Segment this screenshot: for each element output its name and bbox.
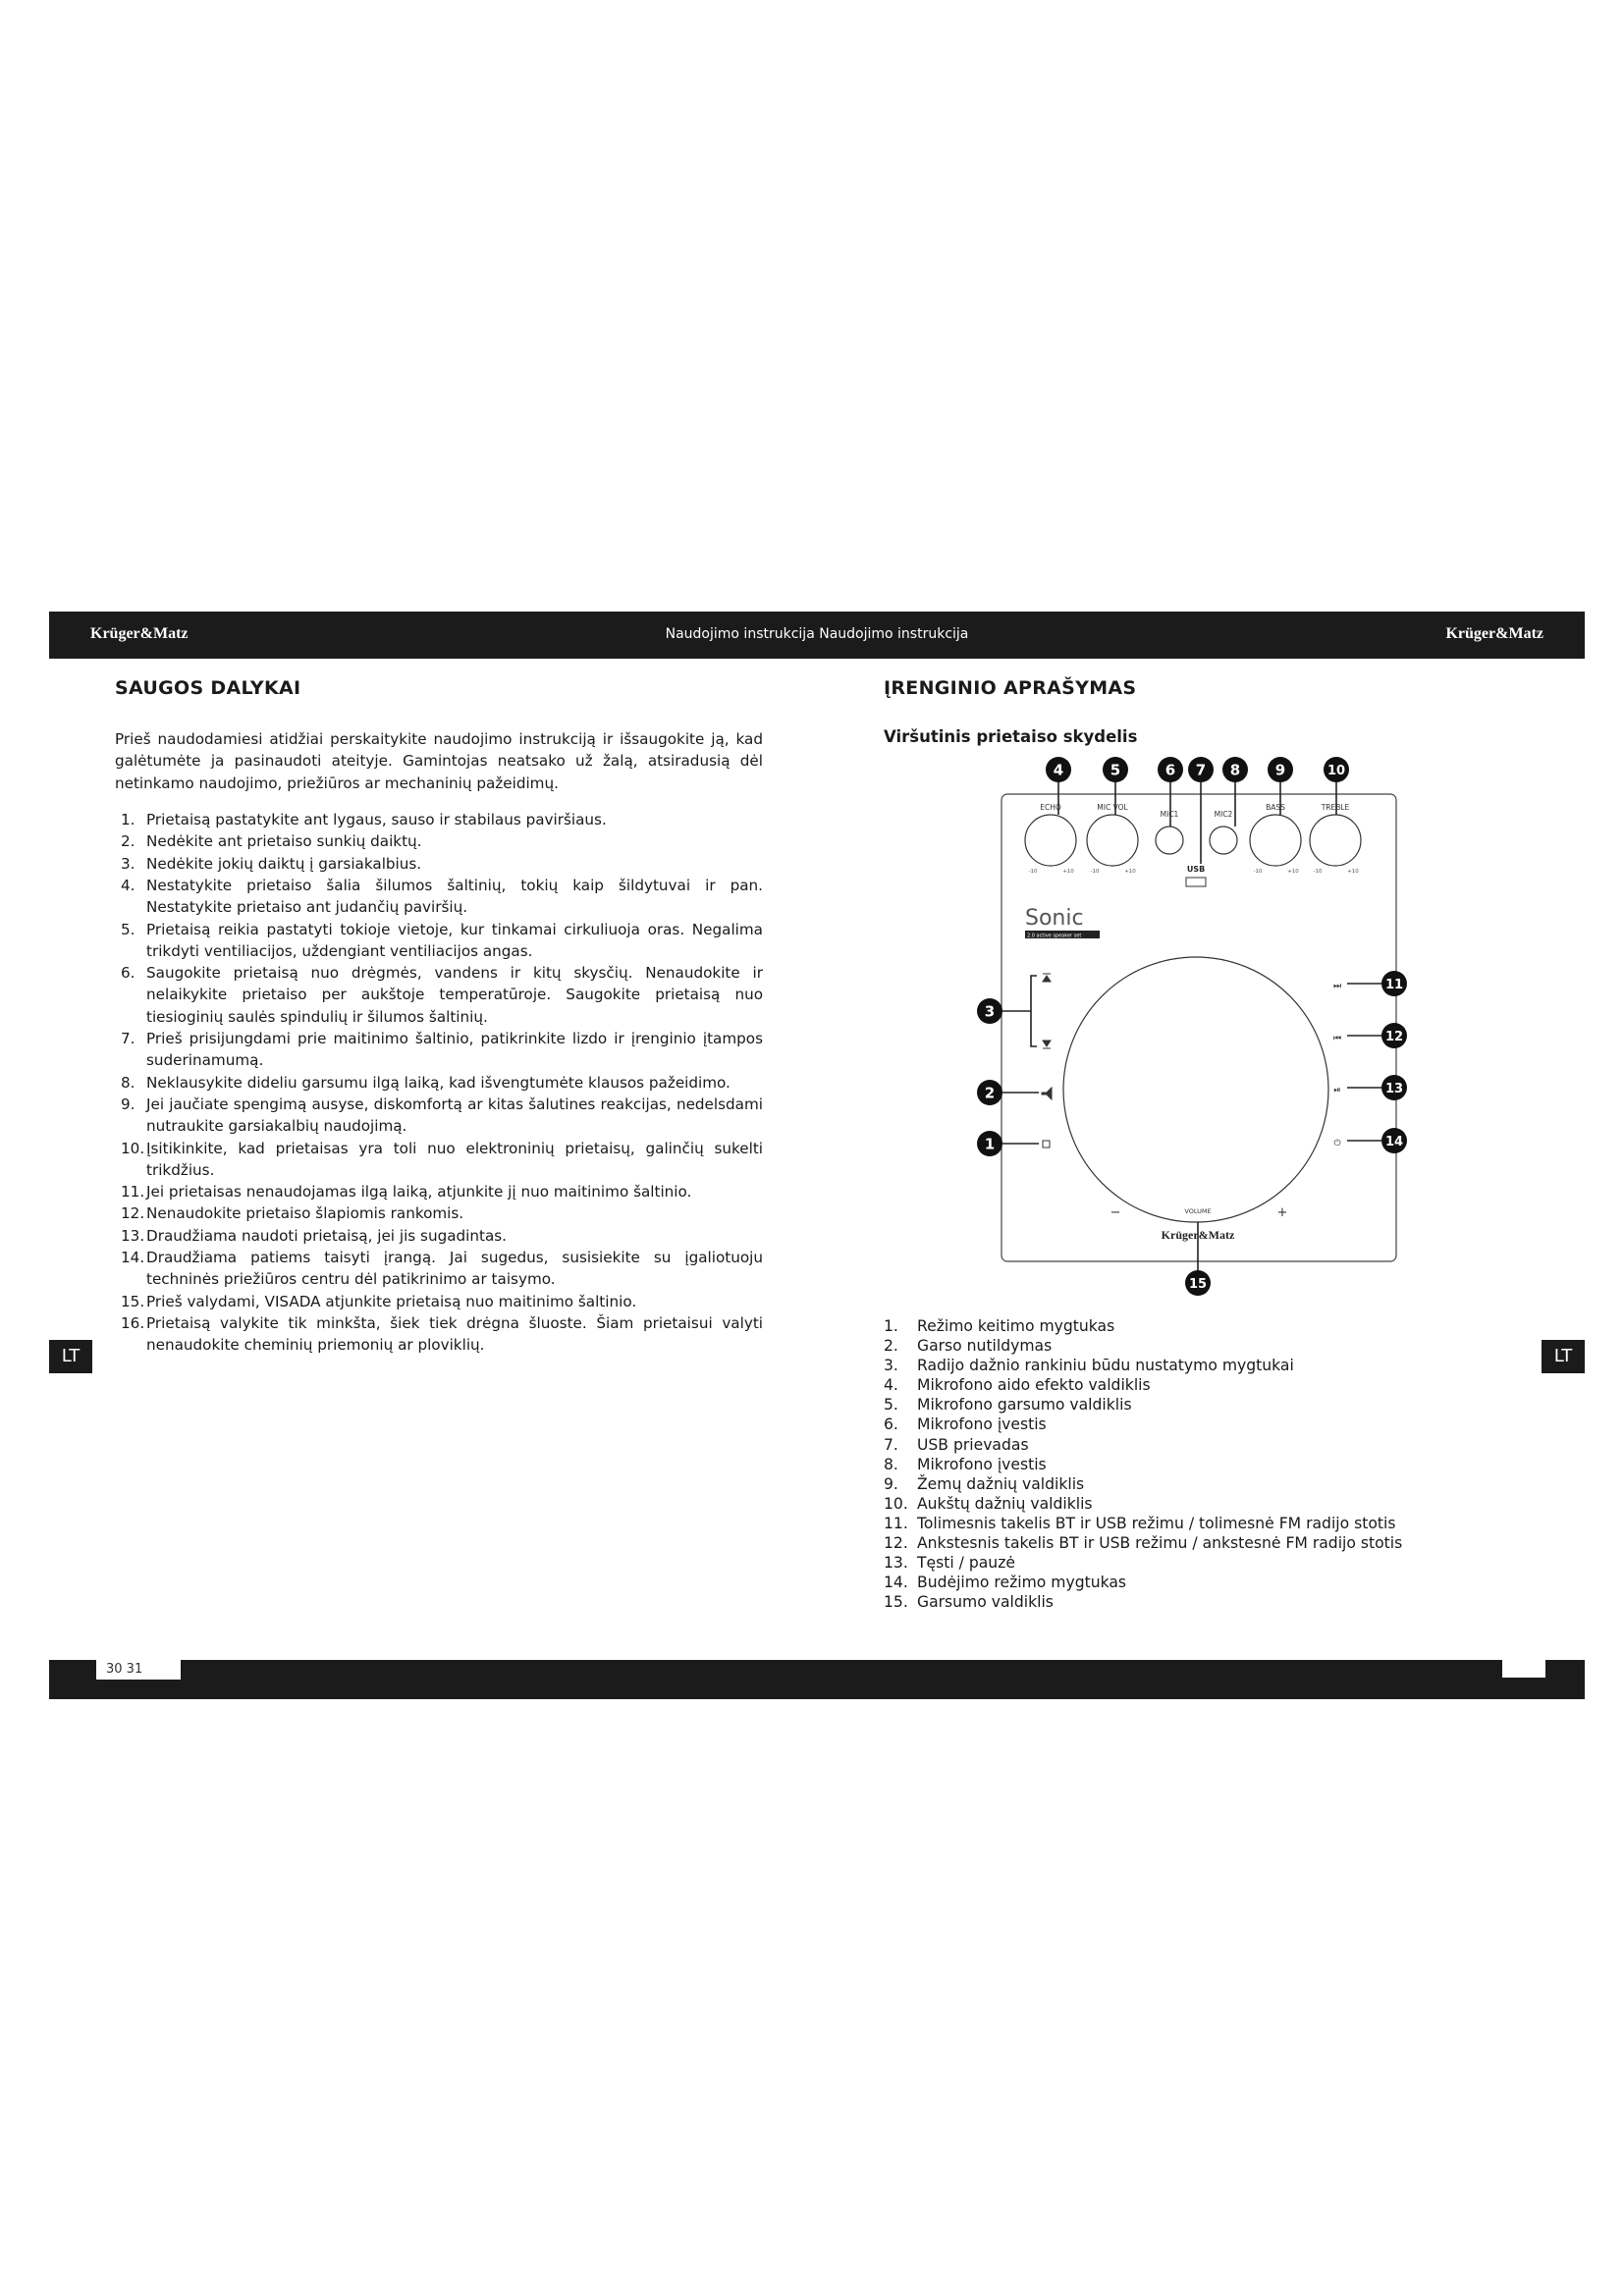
list-item-number: 4. [884, 1376, 898, 1395]
list-item-number: 10. [121, 1139, 145, 1157]
list-item-text: Tolimesnis takelis BT ir USB režimu / tolimesnė FM radijo stotis [917, 1514, 1396, 1532]
language-tab-right: LT [1542, 1340, 1585, 1373]
list-item [884, 1336, 1492, 1356]
callout-9: 9 [1274, 761, 1286, 779]
list-item-text: Prietaisą reikia pastatyti tokioje vietoje, kur tinkamai cirkuliuoja oras. Negalima trikdyti ventiliacijos, uždengiant ventiliacijos angas. [146, 920, 763, 960]
usb-port [1186, 878, 1206, 886]
header-bar [49, 612, 1585, 659]
callout-7: 7 [1195, 761, 1207, 779]
callout-4: 4 [1053, 761, 1064, 779]
list-item-number: 10. [884, 1494, 908, 1513]
list-item [884, 1375, 1492, 1395]
device-subheading: Viršutinis prietaiso skydelis [884, 727, 1138, 746]
list-item-text: Mikrofono aido efekto valdiklis [917, 1376, 1151, 1395]
list-item [115, 1028, 763, 1072]
mic2-jack [1210, 827, 1237, 854]
list-item-number: 3. [121, 854, 135, 873]
top-panel-diagram [943, 750, 1434, 1300]
list-item-number: 6. [121, 964, 135, 983]
list-item-text: Budėjimo režimo mygtukas [917, 1574, 1127, 1592]
mic2-label: MIC2 [1214, 810, 1233, 819]
list-item [115, 919, 763, 963]
safety-list [115, 809, 763, 1356]
list-item-text: Jei prietaisas nenaudojamas ilgą laiką, atjunkite jį nuo maitinimo šaltinio. [146, 1183, 692, 1201]
brand-logo-left: Krüger&Matz [90, 625, 189, 642]
list-item-text: Draudžiama naudoti prietaisą, jei jis sugadintas. [146, 1226, 507, 1245]
list-item-text: Radijo dažnio rankiniu būdu nustatymo mygtukai [917, 1357, 1294, 1375]
list-item-text: Mikrofono įvestis [917, 1415, 1047, 1434]
volume-label: VOLUME [1184, 1207, 1212, 1215]
list-item [884, 1455, 1492, 1474]
play-pause-icon: ⏯ [1333, 1086, 1341, 1095]
list-item-text: Režimo keitimo mygtukas [917, 1317, 1115, 1335]
prev-icon: ⏮ [1332, 1034, 1342, 1043]
list-item [115, 1094, 763, 1138]
callout-5: 5 [1110, 761, 1121, 779]
list-item-number: 2. [884, 1337, 898, 1356]
callout-6: 6 [1164, 761, 1176, 779]
scale-mark: -10 [1090, 869, 1100, 875]
callout-14: 14 [1384, 1135, 1404, 1149]
model-sub: 2.0 active speaker set [1027, 933, 1082, 939]
list-item-text: Garso nutildymas [917, 1337, 1053, 1356]
callout-15: 15 [1188, 1277, 1208, 1292]
safety-heading: SAUGOS DALYKAI [115, 677, 301, 699]
callout-3: 3 [984, 1002, 996, 1021]
page-numbers: 30 31 [96, 1660, 181, 1680]
list-item [884, 1415, 1492, 1434]
treble-label: TREBLE [1321, 803, 1350, 812]
list-item-text: Nenaudokite prietaiso šlapiomis rankomis. [146, 1204, 464, 1223]
scale-mark: +10 [1124, 869, 1136, 875]
list-item-number: 13. [121, 1226, 145, 1245]
list-item [115, 853, 763, 875]
list-item [884, 1494, 1492, 1514]
volume-dial [1063, 957, 1328, 1222]
list-item-text: Garsumo valdiklis [917, 1593, 1054, 1612]
usb-label: USB [1186, 865, 1206, 874]
list-item [884, 1356, 1492, 1375]
list-item-number: 12. [884, 1534, 908, 1553]
mic-vol-label: MIC VOL [1097, 803, 1128, 812]
list-item [115, 962, 763, 1028]
list-item [884, 1514, 1492, 1533]
list-item-number: 9. [884, 1474, 898, 1493]
list-item-number: 14. [121, 1249, 145, 1267]
list-item [115, 809, 763, 830]
list-item-text: Prietaisą valykite tik minkšta, šiek tiek drėgna šluoste. Šiam prietaisui valyti nenaudokite cheminių priemonių ar ploviklių. [146, 1313, 763, 1355]
brand-logo-right: Krüger&Matz [1445, 625, 1543, 642]
list-item [884, 1553, 1492, 1573]
list-item [115, 1138, 763, 1182]
scale-mark: +10 [1347, 869, 1359, 875]
list-item-number: 1. [121, 811, 135, 829]
list-item [115, 1072, 763, 1094]
list-item-text: Prieš valydami, VISADA atjunkite prietaisą nuo maitinimo šaltinio. [146, 1292, 637, 1310]
volume-minus: − [1110, 1205, 1121, 1220]
power-icon: ⏻ [1333, 1139, 1341, 1148]
list-item [115, 1312, 763, 1357]
panel-brand: Krüger&Matz [1161, 1228, 1235, 1242]
list-item-text: USB prievadas [917, 1435, 1029, 1454]
callout-1: 1 [984, 1135, 996, 1153]
list-item [115, 1225, 763, 1247]
list-item [115, 1202, 763, 1224]
list-item-number: 5. [121, 920, 135, 938]
safety-intro: Prieš naudodamiesi atidžiai perskaitykite naudojimo instrukciją ir išsaugokite ją, kad galėtumėte ja pasinaudoti ateityje. Gamintojas neatsako už žalą, atsiradusią dėl netinkamo naudojimo, priežiūros ar mechaninių pažeidimų. [115, 730, 763, 792]
list-item-text: Nedėkite ant prietaiso sunkių daiktų. [146, 832, 422, 851]
list-item-number: 9. [121, 1095, 135, 1113]
mic1-jack [1156, 827, 1183, 854]
list-item-number: 16. [121, 1313, 145, 1332]
list-item-text: Įsitikinkite, kad prietaisas yra toli nuo elektroninių prietaisų, galinčių sukelti trikdžius. [146, 1139, 763, 1179]
scale-mark: +10 [1062, 869, 1074, 875]
list-item-text: Prieš prisijungdami prie maitinimo šaltinio, patikrinkite lizdo ir įrenginio įtampos suderinamumą. [146, 1030, 763, 1070]
list-item [115, 1291, 763, 1312]
callout-2: 2 [984, 1084, 996, 1102]
safety-section [115, 677, 763, 1357]
scale-mark: +10 [1287, 869, 1299, 875]
echo-knob [1025, 815, 1076, 866]
list-item [884, 1592, 1492, 1612]
list-item-number: 15. [884, 1593, 908, 1612]
list-item-number: 2. [121, 832, 135, 851]
parts-list [884, 1316, 1492, 1612]
list-item [884, 1573, 1492, 1592]
list-item-text: Nedėkite jokių daiktų į garsiakalbius. [146, 854, 422, 873]
list-item-text: Mikrofono garsumo valdiklis [917, 1396, 1132, 1415]
list-item-number: 8. [121, 1073, 135, 1092]
list-item [884, 1395, 1492, 1415]
list-item-number: 13. [884, 1554, 908, 1573]
device-heading: ĮRENGINIO APRAŠYMAS [884, 677, 1137, 699]
list-item-number: 11. [884, 1514, 908, 1532]
list-item [115, 1181, 763, 1202]
scale-mark: -10 [1313, 869, 1323, 875]
list-item-text: Saugokite prietaisą nuo drėgmės, vandens ir kitų skysčių. Nenaudokite ir nelaikykite prietaiso per aukštoje temperatūroje. Saugokite prietaisą nuo tiesioginių saulės spindulių ir šilumos šaltinių. [146, 964, 763, 1026]
list-item-text: Aukštų dažnių valdiklis [917, 1494, 1093, 1513]
bass-label: BASS [1266, 803, 1285, 812]
footer-bar [49, 1660, 1585, 1699]
device-section [884, 677, 1492, 746]
callout-12: 12 [1384, 1030, 1404, 1044]
header-title: Naudojimo instrukcija Naudojimo instrukcija [665, 626, 969, 642]
list-item-number: 8. [884, 1455, 898, 1473]
callout-11: 11 [1384, 978, 1404, 992]
list-item-text: Jei jaučiate spengimą ausyse, diskomfortą ar kitas šalutines reakcijas, nedelsdami nutraukite garsiakalbių naudojimą. [146, 1095, 763, 1136]
list-item [884, 1316, 1492, 1336]
list-item-text: Draudžiama patiems taisyti įrangą. Jai sugedus, susisiekite su įgaliotuoju techninės priežiūros centru dėl patikrinimo ar taisymo. [146, 1249, 763, 1289]
list-item-number: 4. [121, 876, 135, 894]
scale-mark: -10 [1028, 869, 1038, 875]
echo-label: ECHO [1040, 803, 1061, 812]
volume-plus: + [1276, 1205, 1288, 1220]
callout-8: 8 [1229, 761, 1241, 779]
list-item-number: 6. [884, 1415, 898, 1434]
list-item-text: Žemų dažnių valdiklis [917, 1474, 1085, 1493]
list-item-number: 11. [121, 1183, 145, 1201]
footer-marker [1502, 1660, 1545, 1678]
list-item [115, 1247, 763, 1291]
list-item [884, 1533, 1492, 1553]
list-item-number: 14. [884, 1574, 908, 1592]
next-icon: ⏭ [1332, 982, 1342, 991]
list-item-text: Nestatykite prietaiso šalia šilumos šaltinių, tokių kaip šildytuvai ir pan. Nestatykite prietaiso ant judančių paviršių. [146, 876, 763, 917]
list-item-text: Tęsti / pauzė [917, 1554, 1015, 1573]
bass-knob [1250, 815, 1301, 866]
list-item [115, 830, 763, 852]
list-item-number: 7. [121, 1030, 135, 1048]
list-item [115, 875, 763, 919]
language-tab-left: LT [49, 1340, 92, 1373]
list-item-number: 1. [884, 1317, 898, 1335]
mic-vol-knob [1087, 815, 1138, 866]
treble-knob [1310, 815, 1361, 866]
list-item-text: Mikrofono įvestis [917, 1455, 1047, 1473]
list-item-text: Neklausykite dideliu garsumu ilgą laiką, kad išvengtumėte klausos pažeidimo. [146, 1073, 731, 1092]
list-item-number: 7. [884, 1435, 898, 1454]
list-item-number: 15. [121, 1292, 145, 1310]
scale-mark: -10 [1253, 869, 1263, 875]
callout-10: 10 [1326, 764, 1346, 778]
list-item-number: 3. [884, 1357, 898, 1375]
list-item-number: 5. [884, 1396, 898, 1415]
list-item [884, 1474, 1492, 1494]
list-item-text: Prietaisą pastatykite ant lygaus, sauso ir stabilaus paviršiaus. [146, 811, 607, 829]
list-item-number: 12. [121, 1204, 145, 1223]
list-item [884, 1435, 1492, 1455]
mic1-label: MIC1 [1160, 810, 1179, 819]
callout-13: 13 [1384, 1082, 1404, 1096]
model-name: Sonic [1025, 906, 1084, 931]
list-item-text: Ankstesnis takelis BT ir USB režimu / ankstesnė FM radijo stotis [917, 1534, 1403, 1553]
